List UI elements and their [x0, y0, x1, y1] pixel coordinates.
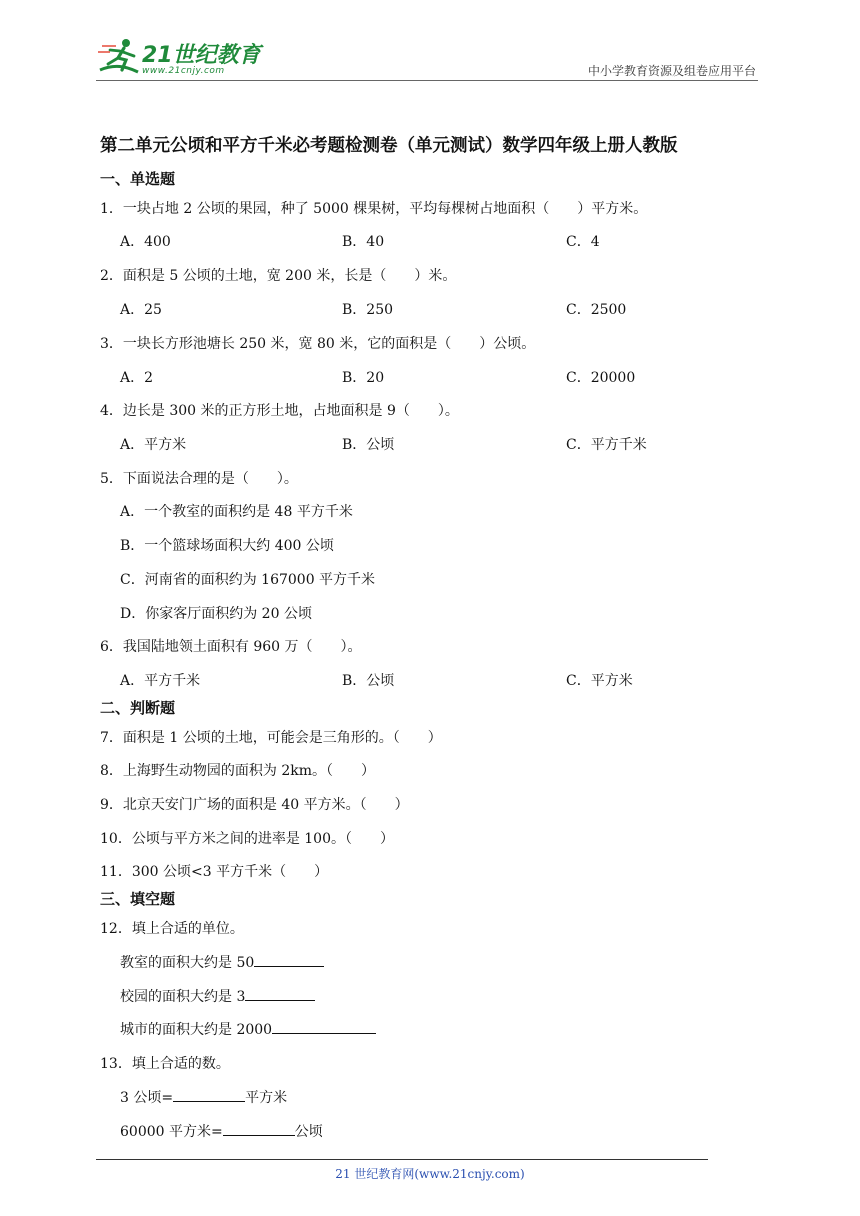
logo-url: www.21cnjy.com — [142, 66, 225, 76]
question-6: 6．我国陆地领土面积有 960 万（ ）。 — [100, 639, 362, 655]
q6-option-b: B．公顷 — [342, 673, 395, 689]
footer-site: 21 世纪教育网(www.21cnjy.com) — [335, 1167, 525, 1181]
question-12: 12．填上合适的单位。 — [100, 921, 244, 937]
q3-option-b: B．20 — [342, 370, 385, 386]
header-divider — [96, 80, 758, 81]
q5-option-b: B．一个篮球场面积大约 400 公顷 — [120, 538, 334, 554]
question-4: 4．边长是 300 米的正方形土地，占地面积是 9（ ）。 — [100, 403, 459, 419]
q13-line-2 — [120, 1121, 323, 1141]
answer-blank[interactable] — [272, 1019, 376, 1034]
section-heading-single-choice: 一、单选题 — [100, 170, 176, 188]
q4-option-c: C．平方千米 — [566, 437, 647, 453]
q13-line-1-unit: 平方米 — [245, 1090, 288, 1106]
q6-option-c: C．平方米 — [566, 673, 633, 689]
q5-option-c: C．河南省的面积约为 167000 平方千米 — [120, 572, 376, 588]
question-13: 13．填上合适的数。 — [100, 1056, 230, 1072]
section-heading-true-false: 二、判断题 — [100, 699, 176, 717]
q12-line-2-text: 校园的面积大约是 3 — [120, 989, 246, 1005]
q13-line-2-unit: 公顷 — [294, 1124, 323, 1140]
logo-text: 21世纪教育 — [142, 43, 261, 68]
section-heading-fill-in: 三、填空题 — [100, 890, 176, 908]
question-2: 2．面积是 5 公顷的土地，宽 200 米，长是（ ）米。 — [100, 268, 457, 284]
q12-line-3-text: 城市的面积大约是 2000 — [120, 1022, 273, 1038]
q4-option-a: A．平方米 — [120, 437, 187, 453]
q1-option-a: A．400 — [120, 234, 171, 250]
page-title: 第二单元公顷和平方千米必考题检测卷（单元测试）数学四年级上册人教版 — [100, 136, 678, 156]
q5-option-a: A．一个教室的面积约是 48 平方千米 — [120, 504, 353, 520]
question-8: 8．上海野生动物园的面积为 2km。（ ） — [100, 763, 376, 779]
q12-line-1 — [120, 952, 324, 972]
q13-line-2-prefix: 60000 平方米= — [120, 1124, 223, 1140]
q13-line-1 — [120, 1087, 287, 1107]
q1-option-b: B．40 — [342, 234, 385, 250]
q3-option-c: C．20000 — [566, 370, 636, 386]
question-9: 9．北京天安门广场的面积是 40 平方米。（ ） — [100, 797, 409, 813]
q12-line-1-text: 教室的面积大约是 50 — [120, 955, 255, 971]
answer-blank[interactable] — [223, 1121, 295, 1136]
answer-blank[interactable] — [254, 952, 324, 967]
footer-divider — [96, 1159, 708, 1160]
q2-option-c: C．2500 — [566, 302, 627, 318]
header-platform-name: 中小学教育资源及组卷应用平台 — [587, 64, 756, 78]
answer-blank[interactable] — [245, 986, 315, 1001]
q2-option-a: A．25 — [120, 302, 162, 318]
q12-line-2 — [120, 986, 315, 1006]
question-10: 10．公顷与平方米之间的进率是 100。（ ） — [100, 831, 394, 847]
q6-option-a: A．平方千米 — [120, 673, 201, 689]
q4-option-b: B．公顷 — [342, 437, 395, 453]
q5-option-d: D．你家客厅面积约为 20 公顷 — [120, 606, 312, 622]
q1-option-c: C．4 — [566, 234, 600, 250]
q13-line-1-prefix: 3 公顷= — [120, 1090, 174, 1106]
q12-line-3 — [120, 1019, 376, 1039]
question-7: 7．面积是 1 公顷的土地，可能会是三角形的。（ ） — [100, 730, 442, 746]
q3-option-a: A．2 — [120, 370, 154, 386]
question-11: 11．300 公顷<3 平方千米（ ） — [100, 864, 329, 880]
question-3: 3．一块长方形池塘长 250 米，宽 80 米，它的面积是（ ）公顷。 — [100, 336, 536, 352]
answer-blank[interactable] — [173, 1087, 245, 1102]
q2-option-b: B．250 — [342, 302, 394, 318]
question-1: 1．一块占地 2 公顷的果园，种了 5000 棵果树，平均每棵树占地面积（ ）平方米。 — [100, 201, 648, 217]
question-5: 5．下面说法合理的是（ ）。 — [100, 471, 298, 487]
